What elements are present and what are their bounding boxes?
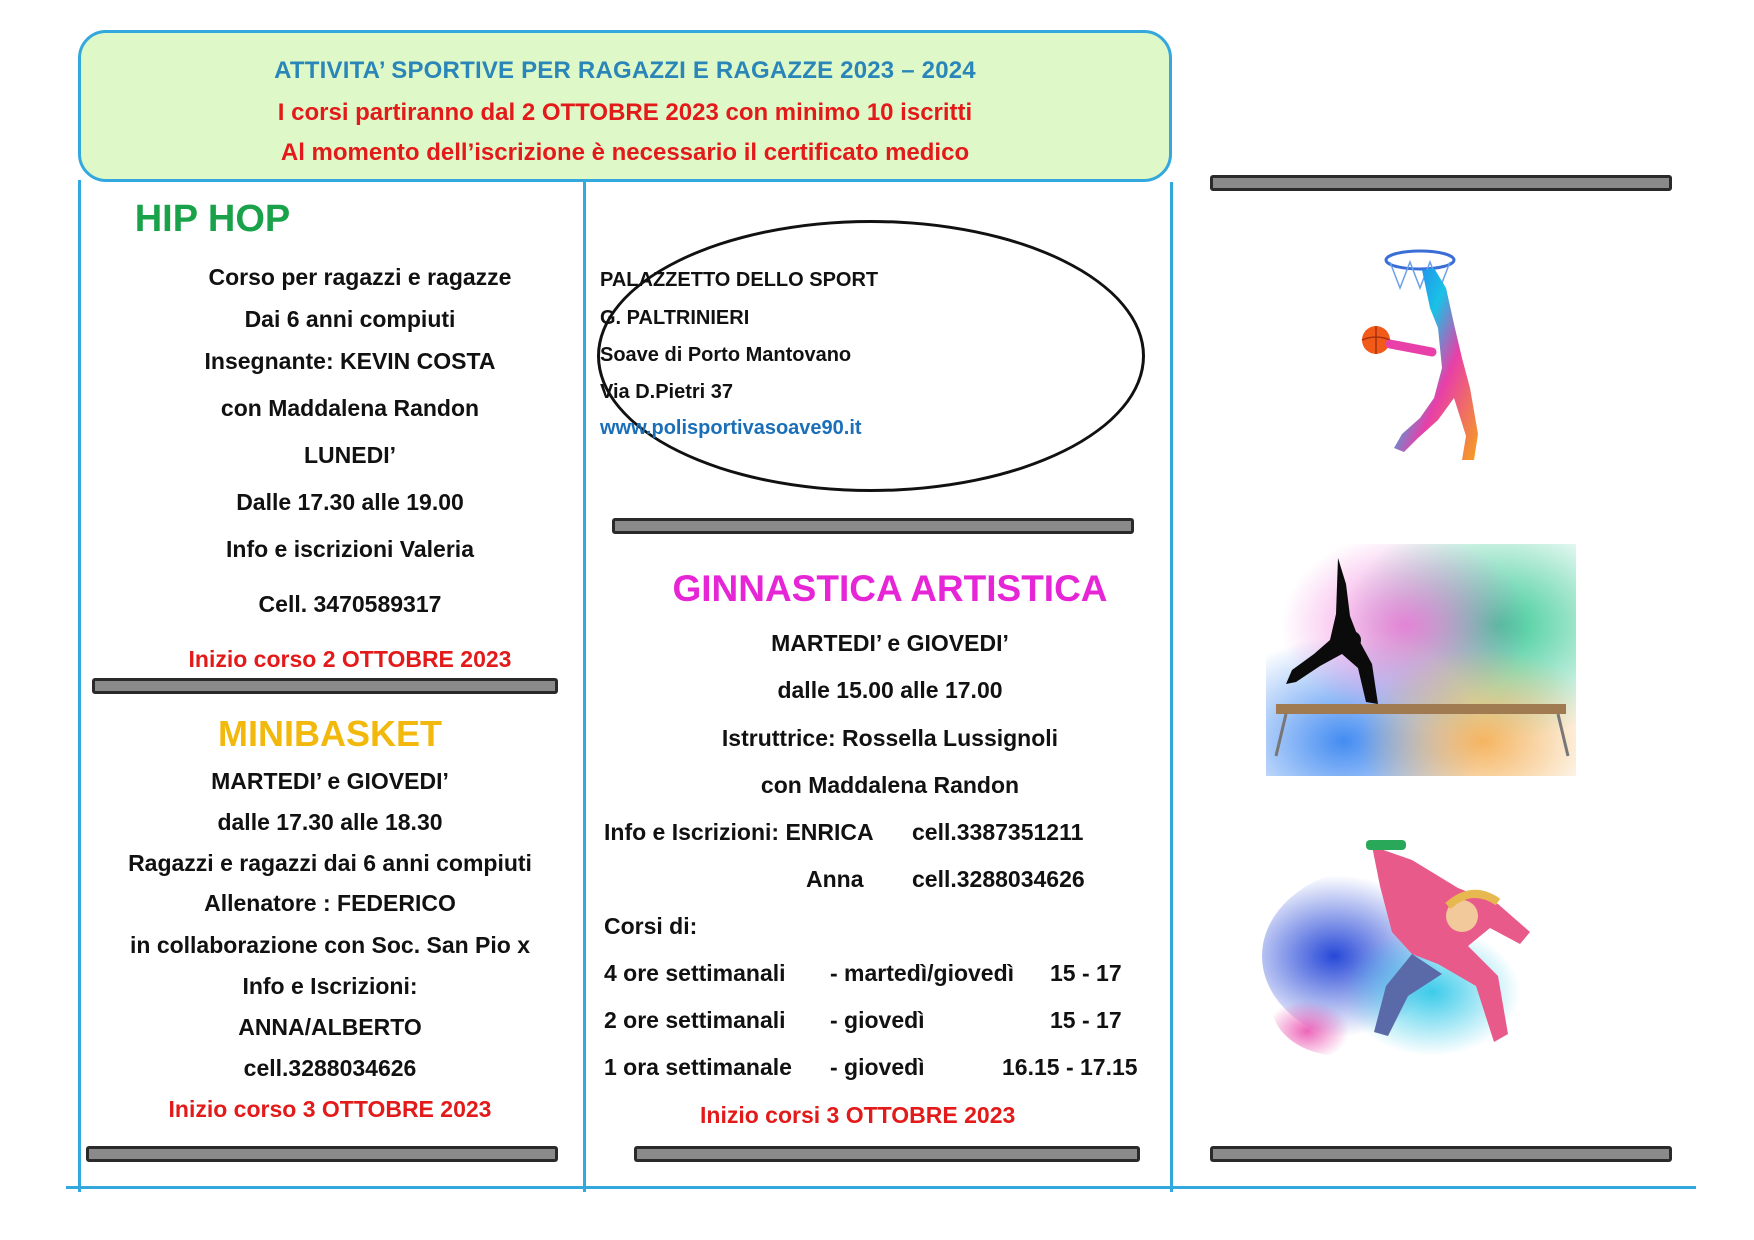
header-banner [78,30,1172,182]
course-hours: 4 ore settimanali [604,960,786,986]
banner-start-note: I corsi partiranno dal 2 OTTOBRE 2023 con minimo 10 iscritti [277,99,973,126]
course-time: 15 - 17 [1050,960,1122,986]
minibasket-phone: cell.3288034626 [243,1055,417,1081]
divider-bar [1210,1146,1672,1162]
course-days: - giovedì [830,1054,925,1080]
ginnastica-days: MARTEDI’ e GIOVEDI’ [771,630,1009,656]
course-hours: 1 ora settimanale [604,1054,792,1080]
divider-bar [612,518,1134,534]
minibasket-days: MARTEDI’ e GIOVEDI’ [211,768,449,794]
divider-bar [1210,175,1672,191]
ginnastica-info-cell: cell.3288034626 [912,866,1085,892]
minibasket-line: in collaborazione con Soc. San Pio x [129,932,531,958]
divider-bar [634,1146,1140,1162]
course-time: 15 - 17 [1050,1007,1122,1033]
banner-medical-note: Al momento dell’iscrizione è necessario il certificato medico [280,139,970,166]
frame-line-middle [583,182,586,1192]
hiphop-start-date: Inizio corso 2 OTTOBRE 2023 [188,646,512,672]
venue-name: PALAZZETTO DELLO SPORT [600,269,879,291]
venue-dedication: G. PALTRINIERI [600,307,750,329]
venue-address: Via D.Pietri 37 [600,381,734,403]
course-days: - martedì/giovedì [830,960,1015,986]
basketball-player-icon [1350,248,1490,464]
ginnastica-title: GINNASTICA ARTISTICA [672,568,1108,609]
frame-line-right [1170,182,1173,1192]
course-time: 16.15 - 17.15 [1002,1054,1138,1080]
minibasket-start-date: Inizio corso 3 OTTOBRE 2023 [168,1096,492,1122]
banner-title: ATTIVITA’ SPORTIVE PER RAGAZZI E RAGAZZE 2023 – 2024 [274,57,976,84]
frame-line-bottom [66,1186,1696,1189]
ginnastica-section [590,560,1170,1140]
ginnastica-info-label: Info e Iscrizioni: ENRICA [604,819,874,845]
gymnast-icon [1266,544,1576,776]
ginnastica-info-name: Anna [806,866,864,892]
frame-line-left [78,180,81,1192]
minibasket-coach: Allenatore : FEDERICO [204,890,456,916]
hiphop-title: HIP HOP [134,198,291,240]
hiphop-info: Info e iscrizioni Valeria [226,536,474,562]
minibasket-info: Info e Iscrizioni: [242,973,418,999]
hiphop-hours: Dalle 17.30 alle 19.00 [236,489,464,515]
divider-bar [92,678,558,694]
course-days: - giovedì [830,1007,925,1033]
hiphop-phone: Cell. 3470589317 [258,591,442,617]
minibasket-title: MINIBASKET [218,713,442,754]
minibasket-contacts: ANNA/ALBERTO [238,1014,422,1040]
hiphop-line: Dai 6 anni compiuti [244,306,456,332]
hiphop-line: con Maddalena Randon [220,395,480,421]
minibasket-section [90,705,570,1135]
ginnastica-info-cell: cell.3387351211 [912,819,1084,845]
course-hours: 2 ore settimanali [604,1007,786,1033]
hiphop-line: Insegnante: KEVIN COSTA [204,348,496,374]
dancer-icon [1262,836,1592,1072]
divider-bar [86,1146,558,1162]
hiphop-day: LUNEDI’ [304,442,396,468]
minibasket-hours: dalle 17.30 alle 18.30 [217,809,443,835]
hiphop-section [90,190,570,690]
ginnastica-teacher: Istruttrice: Rossella Lussignoli [721,725,1059,751]
ginnastica-start-date: Inizio corsi 3 OTTOBRE 2023 [700,1102,1016,1128]
hiphop-line: Corso per ragazzi e ragazze [208,264,512,290]
venue-website-link[interactable]: www.polisportivasoave90.it [600,417,862,439]
ginnastica-hours: dalle 15.00 alle 17.00 [777,677,1003,703]
ginnastica-courses-label: Corsi di: [604,913,698,939]
minibasket-line: Ragazzi e ragazzi dai 6 anni compiuti [128,850,532,876]
venue-town: Soave di Porto Mantovano [600,344,852,366]
ginnastica-with: con Maddalena Randon [760,772,1020,798]
venue-oval [597,220,1145,492]
